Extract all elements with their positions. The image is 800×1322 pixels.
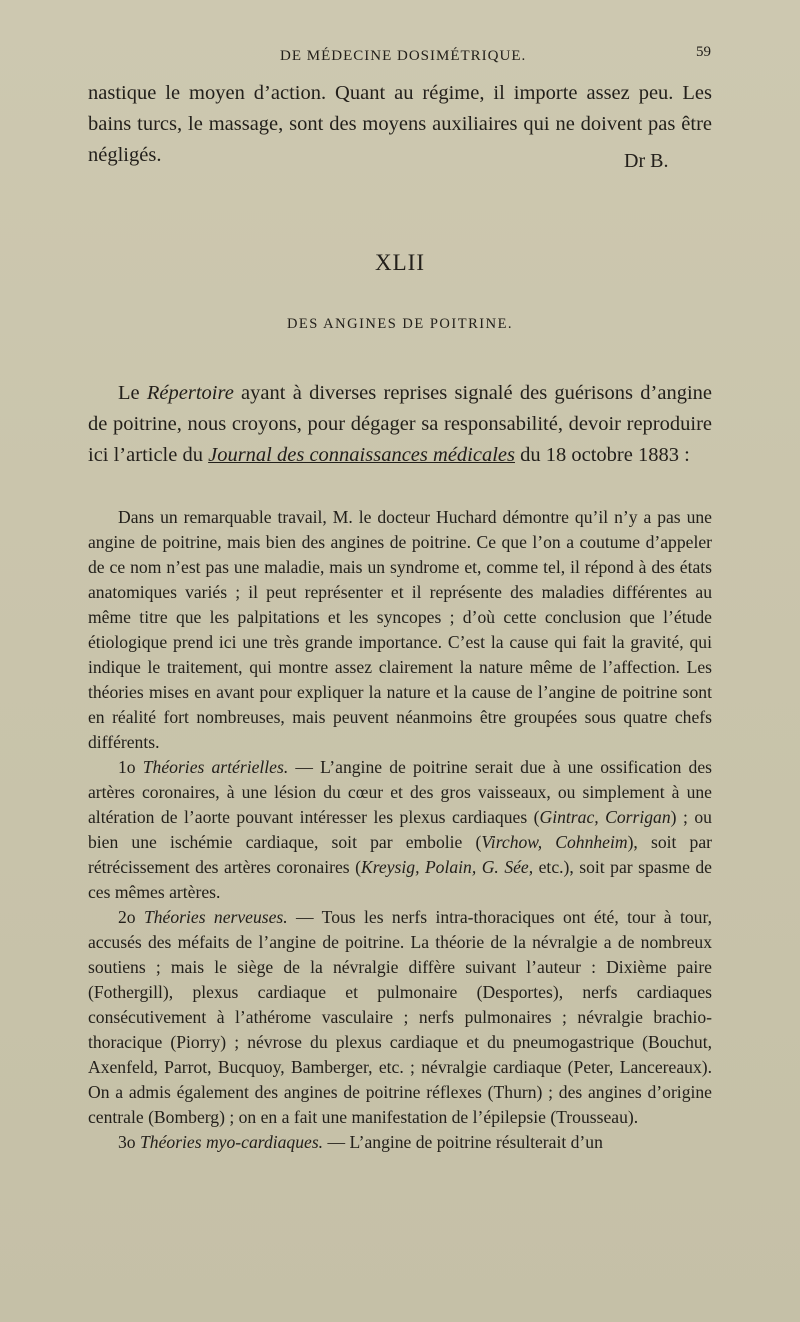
- repertoire-title: Répertoire: [146, 382, 234, 404]
- quote-paragraph-arterial: [88, 755, 712, 905]
- author-names: Virchow, Cohnheim: [481, 832, 628, 852]
- paragraph-text: — L’angine de poitrine serait due à une ossification des artères coronaires, à une lésion du cœur et des gros vaisseaux, ou simplement à une altération de l’aorte pouvant intéresser les plexus cardiaques (: [88, 757, 712, 827]
- signature: Dr B.: [624, 150, 669, 172]
- quote-paragraph-nervous: [88, 905, 712, 1130]
- paragraph-text: — L’angine de poitrine résulterait d’un: [323, 1132, 603, 1152]
- paragraph-text: ), soit par rétrécissement des artères coronaires (: [88, 832, 712, 877]
- section-title: Théories nerveuses.: [143, 907, 288, 927]
- author-names: Gintrac, Corrigan: [539, 807, 671, 827]
- journal-title: Journal des connaissances médicales: [208, 444, 515, 466]
- intro-text-2: ayant à diverses reprises signalé des guérisons d’angine de poitrine, nous croyons, pour dégager sa responsabilité, devoir reproduire ici l’article du: [88, 382, 712, 466]
- paragraph-text: ) ; ou bien une ischémie cardiaque, soit par embolie (: [88, 807, 712, 852]
- quoted-article: [88, 505, 712, 1155]
- page-number: 59: [696, 44, 711, 60]
- intro-block: [88, 378, 712, 471]
- continuation-paragraph: nastique le moyen d’action. Quant au régime, il importe assez peu. Les bains turcs, le massage, sont des moyens auxiliaires qui ne doivent pas être négligés.: [88, 82, 712, 166]
- running-header: DE MÉDECINE DOSIMÉTRIQUE.: [280, 48, 527, 64]
- section-title: Théories artérielles.: [142, 757, 289, 777]
- author-names: Kreysig, Polain, G. Sée,: [360, 857, 534, 877]
- paragraph-text: — Tous les nerfs intra-thoraciques ont été, tour à tour, accusés des méfaits de l’angine de poitrine. La théorie de la névralgie a de nombreux soutiens ; mais le siège de la névralgie diffère suivant l’auteur : Dixième paire (Fothergill), plexus cardiaque et pulmonaire (Desportes), nerfs cardiaques consécutivement à l’athérome vasculaire ; nerfs pulmonaires ; névralgie brachio-thoracique (Piorry) ; névrose du plexus cardiaque et du pneumogastrique (Bouchut, Axenfeld, Parrot, Bucquoy, Bamberger, etc. ; névralgie cardiaque (Peter, Lancereaux). On a admis également des angines de poitrine réflexes (Thurn) ; des angines d’origine centrale (Bomberg) ; on en a fait une manifestation de l’épilepsie (Trousseau).: [88, 907, 713, 1127]
- chapter-title: DES ANGINES DE POITRINE.: [286, 316, 514, 332]
- quote-paragraph-1: Dans un remarquable travail, M. le docteur Huchard démontre qu’il n’y a pas une angine de poitrine, mais bien des angines de poitrine. Ce que l’on a coutume d’appeler de ce nom n’est pas une maladie, mais un syndrome et, comme tel, il répond à des états anatomiques variés ; il peut représenter et il représente des maladies différentes au même titre que les palpitations et les syncopes ; d’où cette conclusion que l’étude étiologique prend ici une très grande importance. C’est la cause qui fait la gravité, qui indique le traitement, qui montre assez clairement la nature même de l’affection. Les théories mises en avant pour expliquer la nature et la cause de l’angine de poitrine sont en réalité fort nombreuses, mais peuvent néanmoins être groupées sous quatre chefs différents.: [88, 507, 712, 752]
- section-number: 2o: [118, 907, 144, 927]
- quote-paragraph-myocardial: [88, 1130, 712, 1155]
- section-number: 1o: [118, 757, 143, 777]
- chapter-number: XLII: [375, 250, 425, 275]
- intro-paragraph: [88, 378, 712, 471]
- paragraph-text: etc.), soit par spasme de ces mêmes artères.: [88, 857, 712, 902]
- intro-text-1: Le: [118, 382, 147, 404]
- continuation-block: [88, 78, 712, 171]
- section-number: 3o: [118, 1132, 140, 1152]
- intro-text-3: du 18 octobre 1883 :: [514, 444, 690, 466]
- section-title: Théories myo-cardiaques.: [140, 1132, 324, 1152]
